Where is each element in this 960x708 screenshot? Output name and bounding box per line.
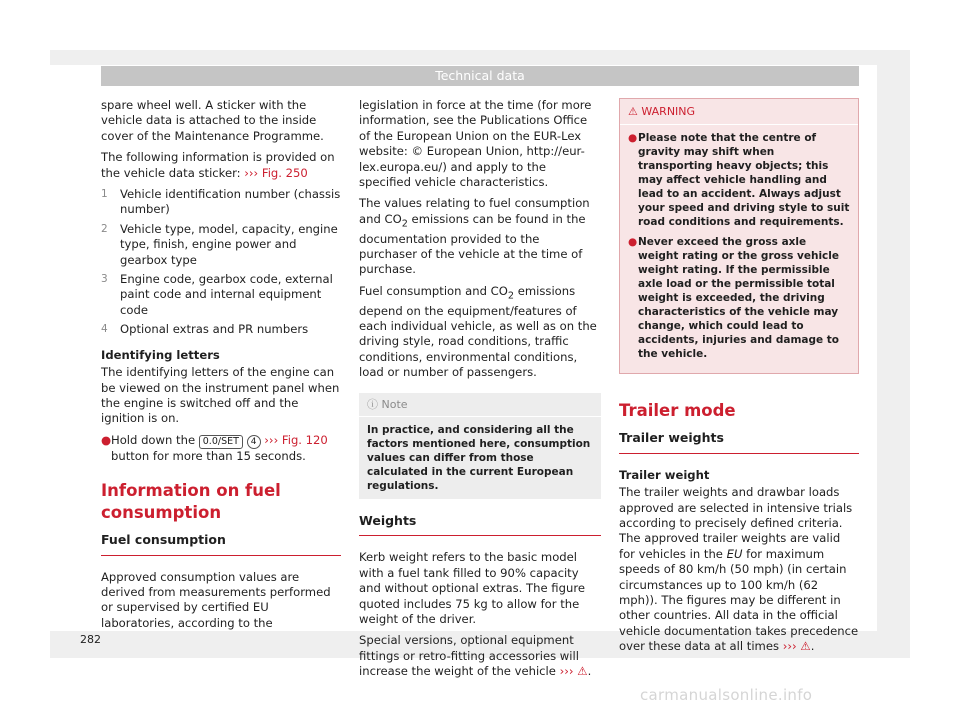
column-1 — [101, 98, 341, 637]
page-number: 282 — [80, 633, 101, 646]
paragraph: legislation in force at the time (for more information, see the Publications Office of the European Union on the EUR-Lex website: © European Union, http://eur-lex.europa.eu/) and apply to the specified vehicle characteristics. — [359, 98, 592, 190]
list-number: 1 — [101, 188, 108, 201]
warning-triangle-icon: ⚠ — [800, 639, 811, 654]
figure-reference[interactable]: ››› Fig. 120 — [264, 432, 328, 447]
paragraph: The identifying letters of the engine can be viewed on the instrument panel when the engine is switched off and the ignition is on. — [101, 365, 340, 426]
watermark: carmanualsonline.info — [640, 686, 813, 704]
warning-reference[interactable]: ››› ⚠ — [782, 639, 811, 654]
bullet-dot-icon: ● — [628, 236, 638, 249]
warning-reference[interactable]: ››› ⚠ — [559, 664, 588, 679]
bullet-dot-icon: ● — [101, 432, 112, 447]
warning-triangle-icon: ⚠ — [628, 105, 638, 118]
warning-text — [620, 125, 858, 373]
set-key-symbol: 0.0/SET — [199, 435, 243, 449]
list-item: 4 Optional extras and PR numbers — [101, 322, 309, 337]
warning-header: ⚠ WARNING — [620, 99, 858, 125]
note-icon: ⓘ — [367, 397, 378, 411]
column-3 — [619, 98, 859, 661]
paragraph: The values relating to fuel consumption and $CO_2$ emissions can be found in the documentation provided to the purchaser of the vehicle at the time of purchase. — [359, 196, 590, 277]
warning-box — [619, 98, 859, 374]
callout-number-icon: 4 — [247, 435, 261, 449]
paragraph: The following information is provided on the vehicle data sticker: ››› Fig. 250 — [101, 150, 335, 180]
section-header: Technical data — [101, 66, 859, 86]
note-header: ⓘ Note — [359, 393, 601, 417]
bullet-item: ● Hold down the 0.0/SET 4 ››› Fig. 120 button for more than 15 seconds. — [101, 432, 328, 463]
bullet-dot-icon: ● — [628, 132, 638, 145]
numbered-list — [101, 187, 341, 338]
subsection-heading: Trailer weights — [619, 430, 859, 453]
bullet-item: ● Please note that the centre of gravity may shift when transporting heavy objects; this may affect vehicle handling and lead to an accident. Always adjust your speed and driving style to suit road conditions and requirements. — [628, 132, 850, 229]
column-2 — [359, 98, 601, 686]
list-item: 1 Vehicle identification number (chassis number) — [101, 187, 341, 217]
paragraph: The trailer weights and drawbar loads approved are selected in intensive trials according to precisely defined criteria. The approved trailer weights are valid for vehicles in the EU for maximum speeds of 80 km/h (50 mph) (in certain circumstances up to 100 km/h (62 mph)). The figures may be different in other countries. All data in the official vehicle documentation takes precedence over these data at all times ››› ⚠. — [619, 485, 859, 654]
list-number: 2 — [101, 222, 108, 235]
list-item: 3 Engine code, gearbox code, external paint code and internal equipment code — [101, 272, 333, 317]
warning-triangle-icon: ⚠ — [577, 664, 588, 679]
paragraph: Approved consumption values are derived from measurements performed or supervised by certified EU laboratories, according to the — [101, 569, 331, 630]
subheading-trailer-weight: Trailer weight — [619, 467, 710, 482]
paragraph: Special versions, optional equipment fittings or retro-fitting accessories will increase the weight of the vehicle ››› ⚠. — [359, 633, 592, 679]
subheading-identifying-letters: Identifying letters — [101, 347, 220, 362]
section-heading: Trailer mode — [619, 401, 736, 421]
subsection-heading: Weights — [359, 513, 601, 536]
list-item: 2 Vehicle type, model, capacity, engine type, finish, engine power and gearbox type — [101, 221, 338, 267]
figure-reference[interactable]: ››› Fig. 250 — [244, 165, 308, 180]
list-number: 3 — [101, 273, 108, 286]
list-number: 4 — [101, 323, 108, 336]
bullet-item: ● Never exceed the gross axle weight rating or the gross vehicle weight rating. If the permissible axle load or the permissible total weight is exceeded, the driving characteristics of the vehicle may change, which could lead to accidents, injuries and damage to the vehicle. — [628, 236, 839, 361]
paragraph: Kerb weight refers to the basic model with a fuel tank filled to 90% capacity and without optional extras. The figure quoted includes 75 kg to allow for the weight of the driver. — [359, 550, 585, 626]
note-text: In practice, and considering all the factors mentioned here, consumption values can differ from those calculated in the current European regulations. — [367, 423, 591, 492]
note-box — [359, 393, 601, 499]
paragraph: Fuel consumption and $CO_2$ emissions depend on the equipment/features of each individual vehicle, as well as on the driving style, road conditions, traffic conditions, environmental conditions, load or number of passengers. — [359, 283, 597, 380]
section-heading: Information on fuel consumption — [101, 481, 281, 523]
paragraph: spare wheel well. A sticker with the vehicle data is attached to the inside cover of the Maintenance Programme. — [101, 98, 324, 143]
subsection-heading: Fuel consumption — [101, 532, 341, 555]
